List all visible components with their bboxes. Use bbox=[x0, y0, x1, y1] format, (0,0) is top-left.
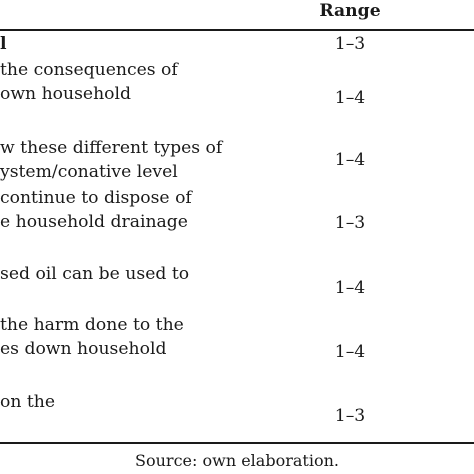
row-7-description: on the bbox=[0, 392, 56, 412]
row-2-range: 1–4 bbox=[334, 88, 366, 108]
row-1-description: l bbox=[0, 34, 7, 54]
row-6-range: 1–4 bbox=[334, 342, 366, 362]
row-1-range: 1–3 bbox=[334, 34, 366, 54]
row-2-description: the consequences of own household bbox=[0, 60, 178, 104]
row-4-description: continue to dispose of e household drainage bbox=[0, 188, 192, 232]
table-top-rule bbox=[0, 29, 474, 31]
row-3-description: w these different types of ystem/conative level bbox=[0, 138, 223, 182]
table-source-note: Source: own elaboration. bbox=[135, 451, 339, 470]
table-bottom-rule bbox=[0, 442, 474, 444]
range-column-header: Range bbox=[319, 1, 381, 21]
row-5-description: sed oil can be used to bbox=[0, 264, 190, 284]
row-6-description: the harm done to the es down household bbox=[0, 315, 184, 359]
row-4-range: 1–3 bbox=[334, 213, 366, 233]
row-5-range: 1–4 bbox=[334, 278, 366, 298]
row-7-range: 1–3 bbox=[334, 406, 366, 426]
row-3-range: 1–4 bbox=[334, 150, 366, 170]
